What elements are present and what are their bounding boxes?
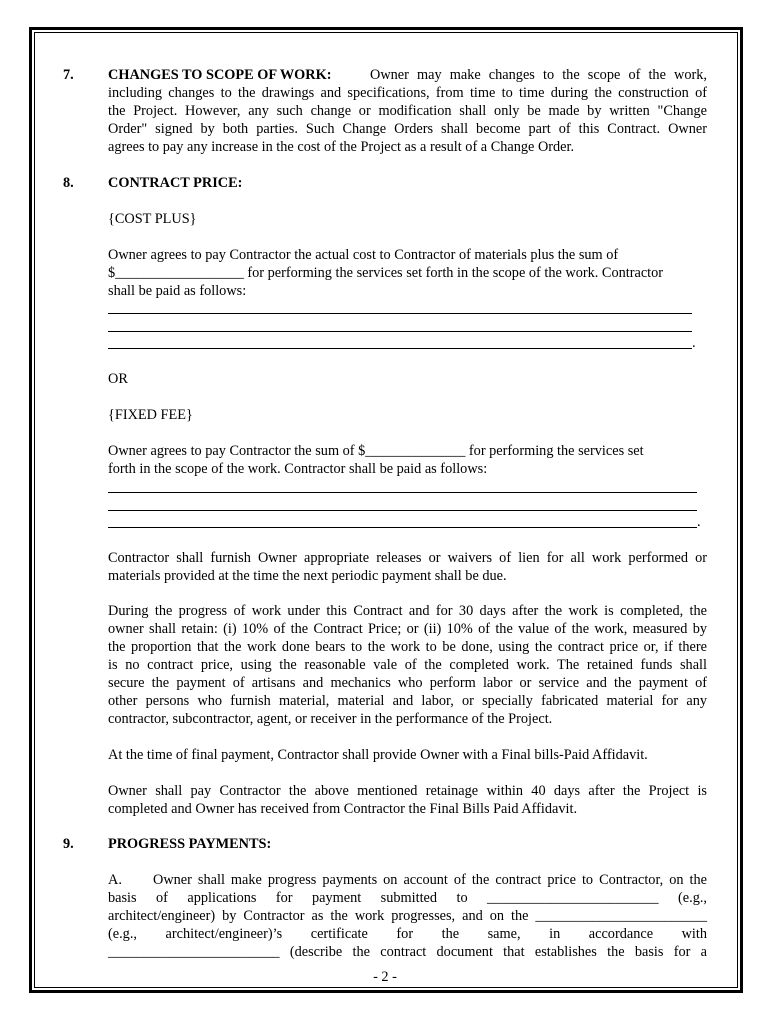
section-9a-line-2: basis of applications for payment submitted to ________________________ (e.g., <box>108 890 707 906</box>
section-8-heading: CONTRACT PRICE: <box>108 175 243 191</box>
page-number: - 2 - <box>373 969 397 985</box>
cost-plus-blank-line-1 <box>108 313 692 314</box>
fixed-fee-line-1: Owner agrees to pay Contractor the sum of $______________ for performing the services set <box>108 443 644 459</box>
releases-line-1: Contractor shall furnish Owner appropriate releases or waivers of lien for all work performed or <box>108 550 707 566</box>
section-9-heading: PROGRESS PAYMENTS: <box>108 836 272 852</box>
retainage-line-5: secure the payment of artisans and mechanics who perform labor or service and the payment of <box>108 675 707 691</box>
fixed-fee-blank-period: . <box>697 514 701 530</box>
cost-plus-blank-line-3 <box>108 348 692 349</box>
or-label: OR <box>108 371 128 387</box>
retainage-line-7: contractor, subcontractor, agent, or receiver in the performance of the Project. <box>108 711 553 727</box>
section-8-number: 8. <box>63 175 74 191</box>
cost-plus-label: {COST PLUS} <box>108 211 197 227</box>
cost-plus-line-3: shall be paid as follows: <box>108 283 247 299</box>
section-9a-line-3: architect/engineer) by Contractor as the work progresses, and on the ________________________ <box>108 908 707 924</box>
section-9a-line-1: Owner shall make progress payments on account of the contract price to Contractor, on the <box>153 872 707 888</box>
section-7-line-3: the Project. However, any such change or modification shall only be made by written "Change <box>108 103 707 119</box>
final-payment-line: At the time of final payment, Contractor shall provide Owner with a Final bills-Paid Affidavit. <box>108 747 648 763</box>
fixed-fee-line-2: forth in the scope of the work. Contractor shall be paid as follows: <box>108 461 488 477</box>
fixed-fee-blank-line-2 <box>108 510 697 511</box>
section-9a-label: A. <box>108 872 122 888</box>
cost-plus-line-1: Owner agrees to pay Contractor the actual cost to Contractor of materials plus the sum of <box>108 247 619 263</box>
retainage-line-1: During the progress of work under this Contract and for 30 days after the work is completed, the <box>108 603 707 619</box>
retainage-pay-line-2: completed and Owner has received from Contractor the Final Bills Paid Affidavit. <box>108 801 578 817</box>
retainage-pay-line-1: Owner shall pay Contractor the above mentioned retainage within 40 days after the Project is <box>108 783 707 799</box>
retainage-line-6: other persons who furnish material, material and labor, or specially fabricated material for any <box>108 693 707 709</box>
cost-plus-line-2: $__________________ for performing the services set forth in the scope of the work. Contractor <box>108 265 664 281</box>
section-7-number: 7. <box>63 67 74 83</box>
releases-line-2: materials provided at the time the next periodic payment shall be due. <box>108 568 507 584</box>
retainage-line-3: the proportion that the work done bears to the work to be done, using the contract price or, if there <box>108 639 707 655</box>
cost-plus-blank-line-2 <box>108 331 692 332</box>
fixed-fee-blank-line-3 <box>108 527 697 528</box>
section-9a-line-4: (e.g., architect/engineer)’s certificate for the same, in accordance with <box>108 926 707 942</box>
section-7-line-1: Owner may make changes to the scope of the work, <box>370 67 707 83</box>
section-7-line-2: including changes to the drawings and specifications, from time to time during the construction of <box>108 85 707 101</box>
section-7-line-5: agrees to pay any increase in the cost of the Project as a result of a Change Order. <box>108 139 575 155</box>
fixed-fee-blank-line-1 <box>108 492 697 493</box>
retainage-line-4: is no contract price, using the reasonable vale of the completed work. The retained funds shall <box>108 657 707 673</box>
retainage-line-2: owner shall retain: (i) 10% of the Contract Price; or (ii) 10% of the value of the work, measured by <box>108 621 707 637</box>
section-9a-line-5: ________________________ (describe the contract document that establishes the basis for a <box>108 944 707 960</box>
cost-plus-blank-period: . <box>692 335 696 351</box>
section-9-number: 9. <box>63 836 74 852</box>
section-7-line-4: Order" signed by both parties. Such Change Orders shall become part of this Contract. Owner <box>108 121 707 137</box>
section-7-heading: CHANGES TO SCOPE OF WORK: <box>108 67 332 83</box>
fixed-fee-label: {FIXED FEE} <box>108 407 193 423</box>
